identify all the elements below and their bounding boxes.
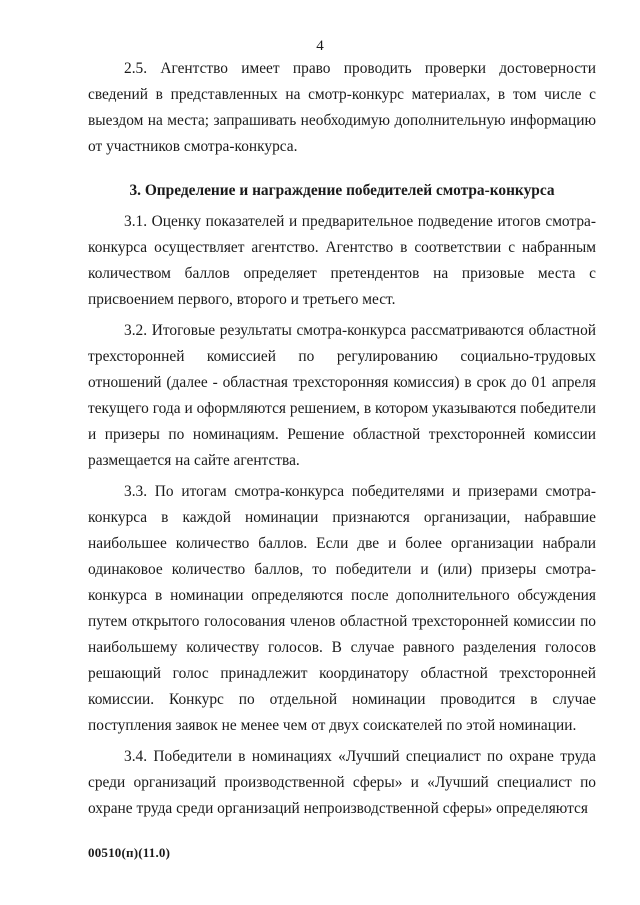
paragraph-3-1: 3.1. Оценку показателей и предварительное подведение итогов смотра-конкурса осуществляет агентство. Агентство в соответствии с набранным количеством баллов определяет претендентов на призовые места с присвоением первого, второго и третьего мест.: [88, 213, 596, 308]
section-3-heading: 3. Определение и награждение победителей смотра-конкурса: [129, 182, 555, 199]
document-code: 00510(п)(11.0): [88, 845, 171, 860]
paragraph-2-5: 2.5. Агентство имеет право проводить проверки достоверности сведений в представленных на смотр-конкурс материалах, в том числе с выездом на места; запрашивать необходимую дополнительную информацию от участников смотра-конкурса.: [88, 60, 596, 155]
paragraph-3-2: 3.2. Итоговые результаты смотра-конкурса рассматриваются областной трехсторонней комиссией по регулированию социально-трудовых отношений (далее - областная трехсторонняя комиссия) в срок до 01 апреля текущего года и оформляются решением, в котором указываются победители и призеры по номинациям. Решение областной трехсторонней комиссии размещается на сайте агентства.: [88, 322, 596, 469]
paragraph-3-4: 3.4. Победители в номинациях «Лучший специалист по охране труда среди организаций производственной сферы» и «Лучший специалист по охране труда среди организаций непроизводственной сферы» определяются: [88, 748, 596, 817]
document-body: [88, 56, 596, 822]
page-number: 4: [316, 38, 324, 54]
paragraph-3-3: 3.3. По итогам смотра-конкурса победителями и призерами смотра-конкурса в каждой номинации признаются организации, набравшие наибольшее количество баллов. Если две и более организации набрали одинаковое количество баллов, то победители и (или) призеры смотра-конкурса в номинации определяются после дополнительного обсуждения путем открытого голосования членов областной трехсторонней комиссии по наибольшему количеству голосов. В случае равного разделения голосов решающий голос принадлежит координатору областной трехсторонней комиссии. Конкурс по отдельной номинации проводится в случае поступления заявок не менее чем от двух соискателей по этой номинации.: [88, 483, 596, 734]
